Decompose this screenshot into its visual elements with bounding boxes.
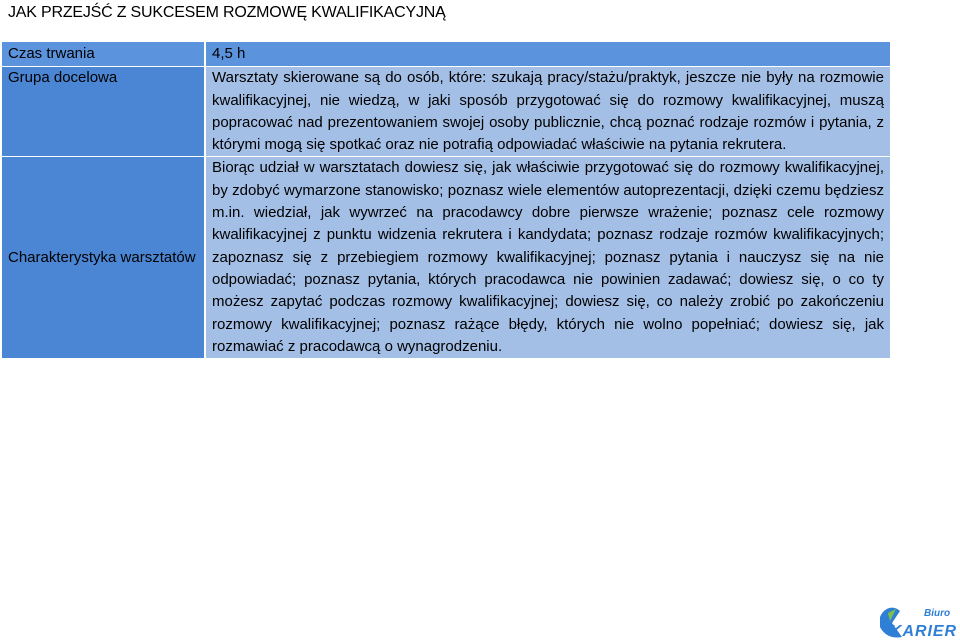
workshop-info-table — [2, 42, 890, 358]
duration-value: 4,5 h — [205, 42, 890, 67]
target-group-label: Grupa docelowa — [2, 67, 205, 157]
target-group-value — [205, 67, 890, 157]
characteristics-text: Biorąc udział w warsztatach dowiesz się, jak właściwie przygotować się do rozmowy kwalifikacyjnej, by zdobyć wymarzone stanowisko; poznasz wiele elementów autoprezentacji, dzięki czemu będziesz m.in. wiedział, jak wywrzeć na pracodawcy dobre pierwsze wrażenie; poznasz cele rozmowy kwalifikacyjnej z punktu widzenia rekrutera i kandydata; poznasz rodzaje rozmów kwalifikacyjnych; zapoznasz się z przebiegiem rozmowy kwalifikacyjnej; poznasz pytania i nauczysz się na nie odpowiadać; poznasz pytania, których pracodawca nie powinien zadawać; dowiesz się, o co ty możesz zapytać podczas rozmowy kwalifikacyjnej; dowiesz się, co należy zrobić po zakończeniu rozmowy kwalifikacyjnej; poznasz rażące błędy, których nie wolno popełniać; dowiesz się, jak rozmawiać z pracodawcą o wynagrodzeniu. — [212, 159, 884, 355]
document-title: JAK PRZEJŚĆ Z SUKCESEM ROZMOWĘ KWALIFIKACYJNĄ — [8, 4, 446, 21]
table-row-duration — [2, 42, 890, 67]
logo-text-bottom: KARIER — [890, 623, 956, 640]
table-row-characteristics — [2, 157, 890, 358]
target-group-text: Warsztaty skierowane są do osób, które: szukają pracy/stażu/praktyk, jeszcze nie były na rozmowie kwalifikacyjnej, nie wiedzą, w jaki sposób przygotować się do rozmowy kwalifikacyjnej, muszą popracować nad prezentowaniem swojej osoby publicznie, chcą poznać rodzaje rozmów i pytania, z którymi mogą się spotkać oraz nie potrafią odpowiadać właściwie na pytania rekrutera. — [212, 69, 884, 154]
duration-label: Czas trwania — [2, 42, 205, 67]
characteristics-value — [205, 157, 890, 358]
logo-text-top: Biuro — [924, 608, 951, 619]
table-row-target-group — [2, 67, 890, 157]
biuro-karier-logo — [878, 603, 958, 641]
characteristics-label: Charakterystyka warsztatów — [2, 157, 205, 358]
